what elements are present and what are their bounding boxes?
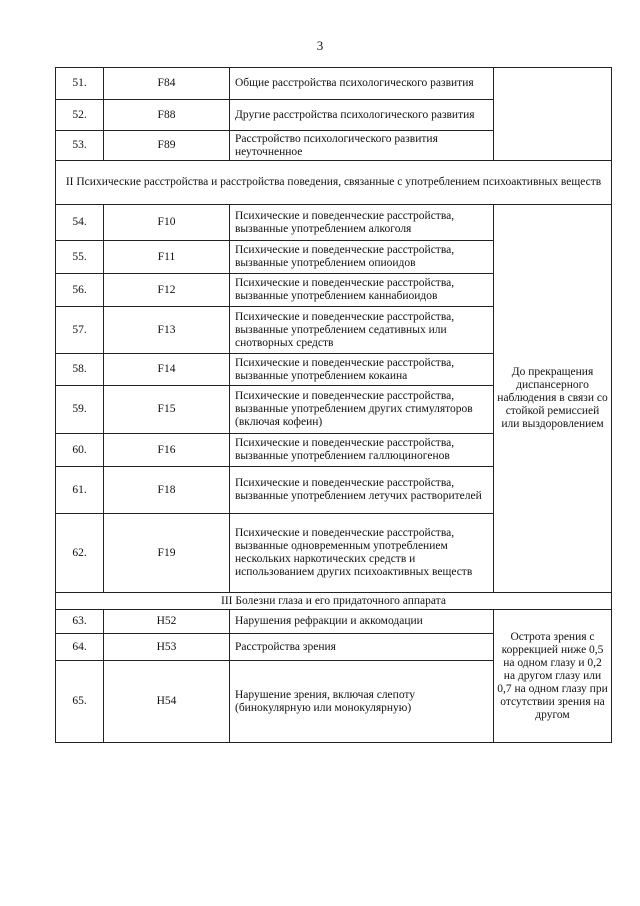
diagnosis-name: Общие расстройства психологического развития [230,68,494,100]
diagnosis-code: F88 [104,100,230,131]
diagnosis-name: Психические и поведенческие расстройства, вызванные одновременным употреблением нескольких наркотических средств и использованием других психоактивных веществ [230,514,494,593]
diagnosis-name: Психические и поведенческие расстройства, вызванные употреблением каннабиоидов [230,274,494,307]
diagnosis-code: F89 [104,131,230,161]
diagnosis-name: Психические и поведенческие расстройства, вызванные употреблением галлюциногенов [230,434,494,467]
diagnosis-code: F16 [104,434,230,467]
diagnosis-code: F10 [104,205,230,241]
section-header-row [56,593,612,610]
row-number: 56. [56,274,104,307]
diagnosis-name: Нарушение зрения, включая слепоту (бинокулярную или монокулярную) [230,661,494,743]
row-number: 60. [56,434,104,467]
row-number: 51. [56,68,104,100]
diagnosis-name: Психические и поведенческие расстройства, вызванные употреблением других стимуляторов (включая кофеин) [230,386,494,434]
page-number: 3 [316,38,324,53]
diagnosis-code: H54 [104,661,230,743]
diagnosis-code: F19 [104,514,230,593]
row-number: 64. [56,634,104,661]
diagnosis-code: F84 [104,68,230,100]
table-row [56,68,612,100]
diagnosis-name: Психические и поведенческие расстройства, вызванные употреблением седативных или снотворных средств [230,307,494,354]
section-3-observation-term: Острота зрения с коррекцией ниже 0,5 на одном глазу и 0,2 на другом глазу или 0,7 на одном глазу при отсутствии зрения на другом [494,610,612,743]
diagnosis-name: Психические и поведенческие расстройства, вызванные употреблением кокаина [230,354,494,386]
diagnosis-name: Расстройства зрения [230,634,494,661]
diagnosis-name: Расстройство психологического развития неуточненное [230,131,494,161]
diagnosis-name: Другие расстройства психологического развития [230,100,494,131]
row-number: 52. [56,100,104,131]
diagnosis-code: F18 [104,467,230,514]
row-number: 57. [56,307,104,354]
diagnosis-table [55,67,612,743]
diagnosis-code: F12 [104,274,230,307]
row-number: 65. [56,661,104,743]
section-header-row [56,161,612,205]
diagnosis-code: F14 [104,354,230,386]
section-3-title: III Болезни глаза и его придаточного аппарата [56,593,612,610]
row-number: 62. [56,514,104,593]
diagnosis-code: H53 [104,634,230,661]
diagnosis-code: F15 [104,386,230,434]
diagnosis-code: F13 [104,307,230,354]
row-number: 59. [56,386,104,434]
diagnosis-name: Психические и поведенческие расстройства, вызванные употреблением летучих растворителей [230,467,494,514]
diagnosis-name: Психические и поведенческие расстройства, вызванные употреблением алкоголя [230,205,494,241]
row-number: 61. [56,467,104,514]
section-2-title: II Психические расстройства и расстройства поведения, связанные с употреблением психоактивных веществ [56,161,612,205]
row-number: 54. [56,205,104,241]
row-number: 63. [56,610,104,634]
row-number: 53. [56,131,104,161]
diagnosis-code: H52 [104,610,230,634]
diagnosis-code: F11 [104,241,230,274]
diagnosis-name: Нарушения рефракции и аккомодации [230,610,494,634]
row-number: 58. [56,354,104,386]
row-number: 55. [56,241,104,274]
observation-term-empty [494,68,612,161]
table-row [56,610,612,634]
section-2-observation-term: До прекращения диспансерного наблюдения в связи со стойкой ремиссией или выздоровлением [494,205,612,593]
diagnosis-name: Психические и поведенческие расстройства, вызванные употреблением опиоидов [230,241,494,274]
table-row [56,205,612,241]
